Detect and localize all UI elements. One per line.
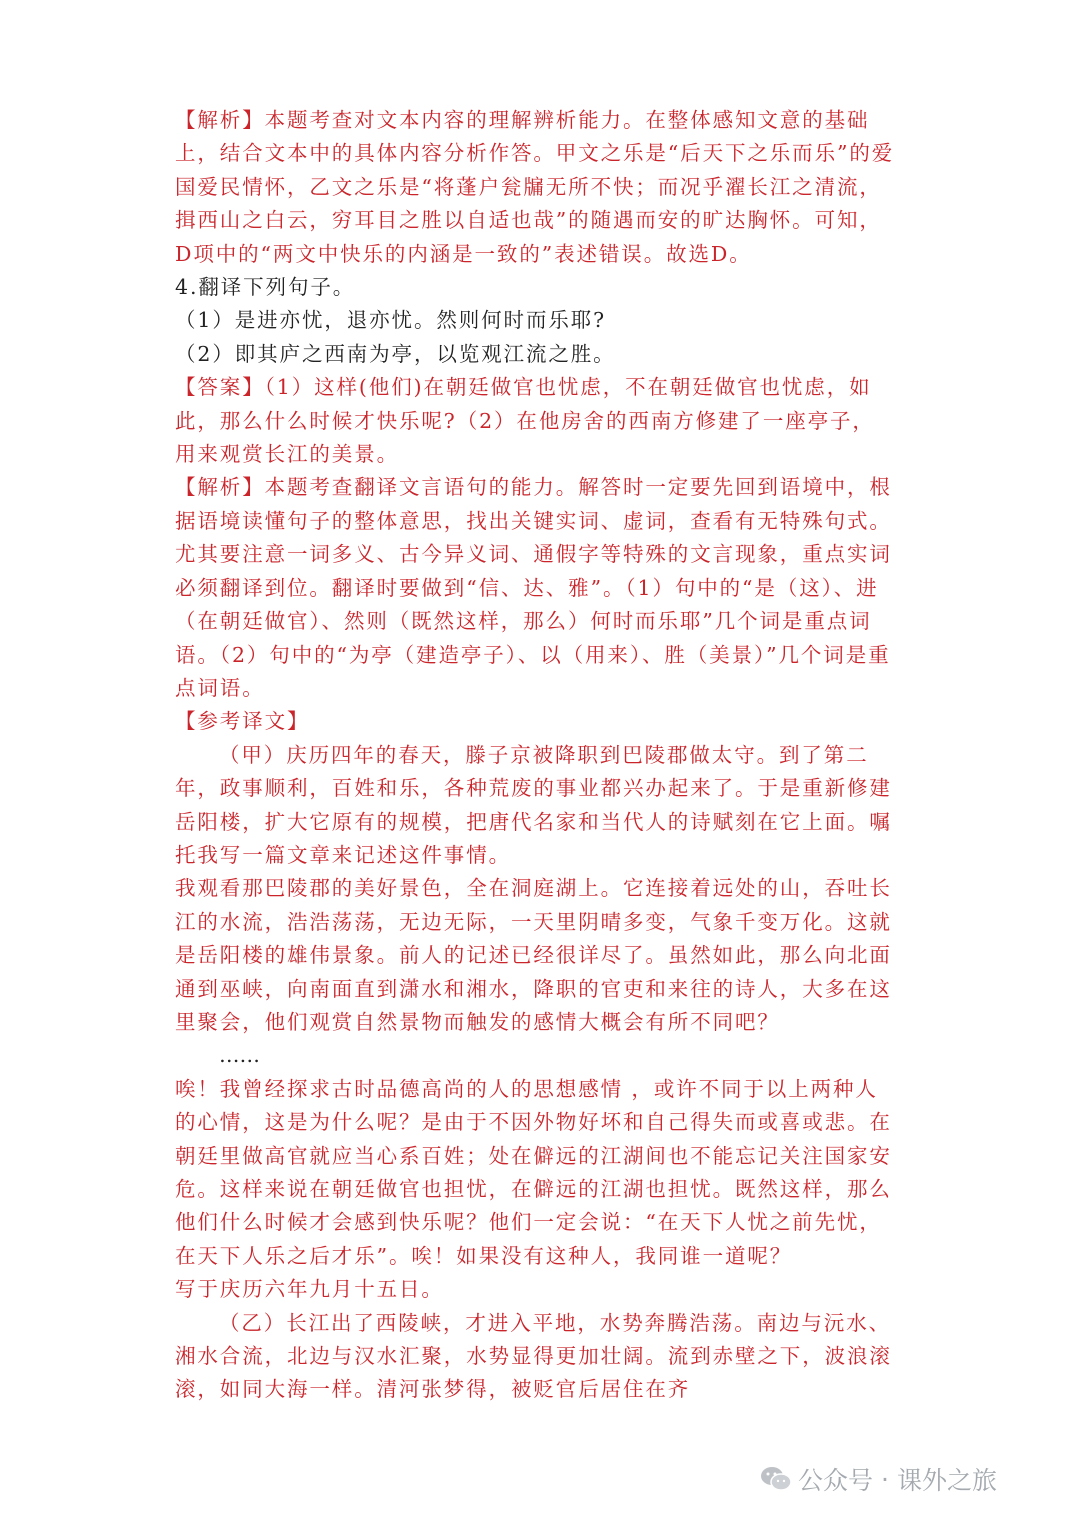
section-label: 【参考译文】 [175,709,310,734]
watermark-source: 公众号 [798,1466,874,1495]
paragraph [175,304,897,337]
paragraph-text: 4.翻译下列句子。 [175,275,356,300]
paragraph [175,338,897,371]
paragraph-text: …… [219,1043,260,1068]
paragraph-text: （1）是进亦忧，退亦忧。然则何时而乐耶? [175,308,607,333]
paragraph [175,1273,897,1306]
watermark-separator: · [881,1464,889,1494]
section-label: 【解析】 [175,475,265,500]
paragraph [175,371,897,471]
paragraph [175,739,897,873]
paragraph-text: （1）这样(他们)在朝廷做官也忧虑，不在朝廷做官也忧虑，如此，那么什么时候才快乐呢?（2）在他房舍的西南方修建了一座亭子，用来观赏长江的美景。 [175,375,875,467]
paragraph-text: 写于庆历六年九月十五日。 [175,1277,444,1302]
watermark [760,1458,997,1500]
paragraph [175,271,897,304]
paragraph [175,104,897,271]
paragraph [175,1039,897,1072]
wechat-icon [760,1465,792,1493]
paragraph-text: 本题考查翻译文言语句的能力。解答时一定要先回到语境中，根据语境读懂句子的整体意思，找出关键实词、虚词，查看有无特殊句式。尤其要注意一词多义、古今异义词、通假字等特殊的文言现象，重点实词必须翻译到位。翻译时要做到“信、达、雅”。（1）句中的“是（这）、进（在朝廷做官）、然则（既然这样，那么）何时而乐耶”几个词是重点词语。（2）句中的“为亭（建造亭子）、以（用来）、胜（美景）”几个词是重点词语。 [175,475,892,700]
section-label: 【解析】 [175,108,265,132]
paragraph-text: （2）即其庐之西南为亭，以览观江流之胜。 [175,341,616,366]
paragraph-text: 唉！我曾经探求古时品德高尚的人的思想感情 ，或许不同于以上两种人的心情，这是为什么呢？是由于不因外物好坏和自己得失而或喜或悲。在朝廷里做高官就应当心系百姓；处在僻远的江湖间也不能忘记关注国家安危。这样来说在朝廷做官也担忧，在僻远的江湖也担忧。既然这样，那么他们什么时候才会感到快乐呢？他们一定会说：“在天下人忧之前先忧，在天下人乐之后才乐”。唉！如果没有这种人，我同谁一道呢？ [175,1076,892,1268]
paragraph-text: 本题考查对文本内容的理解辨析能力。在整体感知文意的基础上，结合文本中的具体内容分析作答。甲文之乐是“后天下之乐而乐”的爱国爱民情怀，乙文之乐是“将蓬户瓮牖无所不快；而况乎濯长江之清流，揖西山之白云，穷耳目之胜以自适也哉”的随遇而安的旷达胸怀。可知，D项中的“两文中快乐的内涵是一致的”表述错误。故选D。 [175,108,895,266]
watermark-account: 课外之旅 [896,1466,997,1495]
paragraph [175,1073,897,1273]
paragraph [175,872,897,1039]
paragraph [175,1307,897,1407]
paragraph-text: 我观看那巴陵郡的美好景色，全在洞庭湖上。它连接着远处的山，吞吐长江的水流，浩浩荡荡，无边无际，一天里阴晴多变，气象千变万化。这就是岳阳楼的雄伟景象。前人的记述已经很详尽了。虽然如此，那么向北面通到巫峡，向南面直到潇水和湘水，降职的官吏和来往的诗人，大多在这里聚会，他们观赏自然景物而触发的感情大概会有所不同吧？ [175,876,892,1034]
paragraph [175,471,897,705]
document-body [175,104,897,1407]
section-label: 【答案】 [175,375,265,400]
paragraph-text: （乙）长江出了西陵峡，才进入平地，水势奔腾浩荡。南边与沅水、湘水合流，北边与汉水汇聚，水势显得更加壮阔。流到赤壁之下，波浪滚滚，如同大海一样。清河张梦得，被贬官后居住在齐 [175,1310,892,1402]
paragraph [175,705,897,738]
paragraph-text: （甲）庆历四年的春天，滕子京被降职到巴陵郡做太守。到了第二年，政事顺利，百姓和乐，各种荒废的事业都兴办起来了。于是重新修建岳阳楼，扩大它原有的规模，把唐代名家和当代人的诗赋刻在它上面。嘱托我写一篇文章来记述这件事情。 [175,742,892,867]
